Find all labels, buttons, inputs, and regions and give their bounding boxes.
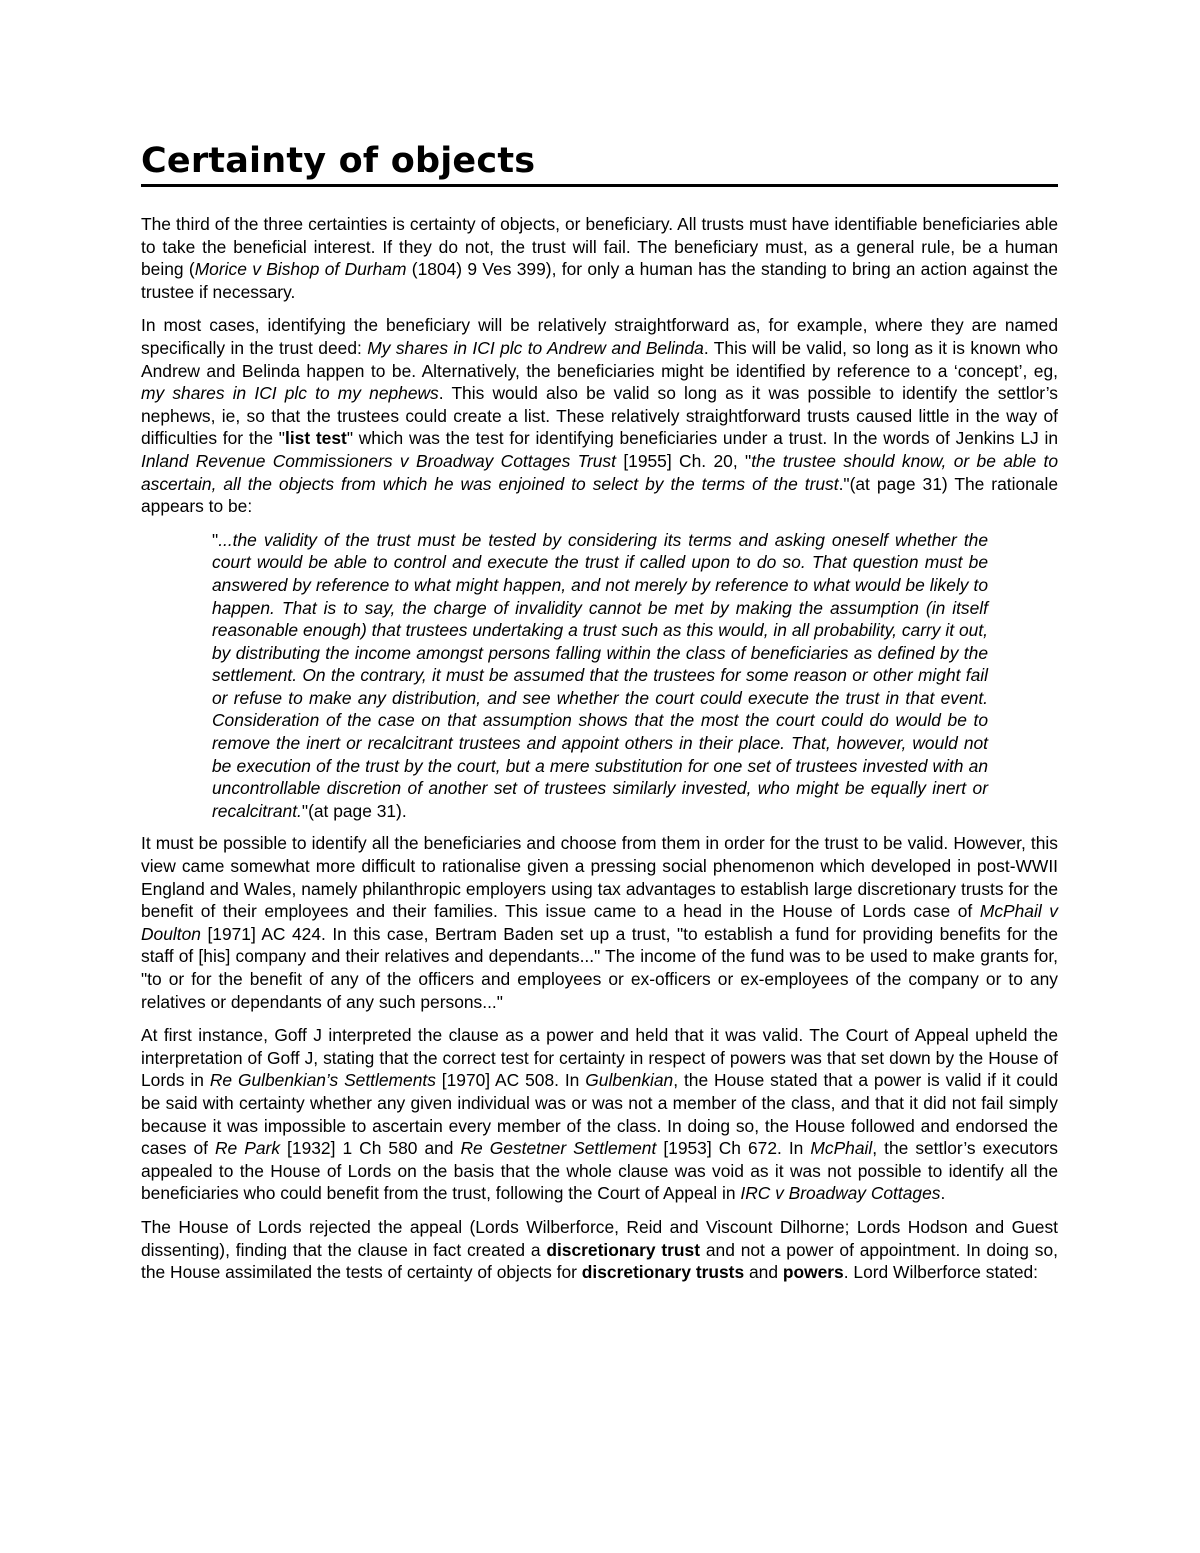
key-term: discretionary trusts bbox=[581, 1262, 745, 1283]
quoted-text: the trustee should know, or be able to ascertain, all the objects from which he was enjoined to select by the terms of the trust bbox=[141, 450, 1059, 494]
paragraph-identifying-beneficiaries: In most cases, identifying the beneficiary will be relatively straightforward as, for example, where they are named specifically in the trust deed: My shares in ICI plc to Andrew and Belinda. This will be valid, so long as it is known who Andrew and Belinda happen to be. Alternatively, the beneficiaries might be identified by reference to a ‘concept’, eg, my shares in ICI plc to my nephews. This would also be valid so long as it was possible to identify the settlor’s nephews, ie, so that the trustees could create a list. These relatively straightforward trusts caused little in the way of difficulties for the "list test" which was the test for identifying beneficiaries under a trust. In the words of Jenkins LJ in Inland Revenue Commissioners v Broadway Cottages Trust [1955] Ch. 20, "the trustee should know, or be able to ascertain, all the objects from which he was enjoined to select by the terms of the trust."(at page 31) The rationale appears to be: bbox=[141, 315, 1059, 517]
paragraph-house-of-lords: The House of Lords rejected the appeal (Lords Wilberforce, Reid and Viscount Dilhorne; Lords Hodson and Guest dissenting), finding that the clause in fact created a discretionary trust and not a power of appointment. In doing so, the House assimilated the tests of certainty of objects for discretionary trusts and powers. Lord Wilberforce stated: bbox=[141, 1216, 1059, 1283]
case-citation: Re Gestetner Settlement bbox=[460, 1138, 657, 1159]
page-title: Certainty of objects bbox=[141, 141, 536, 181]
paragraph-intro: The third of the three certainties is certainty of objects, or beneficiary. All trusts must have identifiable beneficiaries able to take the beneficial interest. If they do not, the trust will fail. The beneficiary must, as a general rule, be a human being (Morice v Bishop of Durham (1804) 9 Ves 399), for only a human has the standing to bring an action against the trustee if necessary. bbox=[141, 214, 1058, 302]
case-citation: Re Park bbox=[215, 1138, 281, 1159]
case-citation: McPhail v Doulton bbox=[141, 901, 1058, 944]
title-underline bbox=[141, 184, 1058, 187]
paragraph-first-instance: At first instance, Goff J interpreted the clause as a power and held that it was valid. The Court of Appeal upheld the interpretation of Goff J, stating that the correct test for certainty in respect of powers was that set down by the House of Lords in Re Gulbenkian’s Settlements [1970] AC 508. In Gulbenkian, the House stated that a power is valid if it could be said with certainty whether any given individual was or was not a member of the class, and that it did not fail simply because it was impossible to ascertain every member of the class. In doing so, the House followed and endorsed the cases of Re Park [1932] 1 Ch 580 and Re Gestetner Settlement [1953] Ch 672. In McPhail, the settlor’s executors appealed to the House of Lords on the basis that the whole clause was void as it was not possible to identify all the beneficiaries who could benefit from the trust, following the Court of Appeal in IRC v Broadway Cottages. bbox=[141, 1025, 1059, 1204]
block-quote: "...the validity of the trust must be tested by considering its terms and asking oneself whether the court would be able to control and execute the trust if called upon to do so. That question must be answered by reference to what might happen, and not merely by reference to what would be likely to happen. That is to say, the charge of invalidity cannot be met by making the assumption (in itself reasonable enough) that trustees undertaking a trust such as this would, in all probability, carry it out, by distributing the income amongst persons falling within the class of beneficiaries as defined by the settlement. On the contrary, it must be assumed that the trustees for some reason or other might fail or refuse to make any distribution, and see whether the court could execute the trust in that event. Consideration of the case on that assumption shows that the most the court could do would be to remove the inert or recalcitrant trustees and appoint others in their place. That, however, would not be execution of the trust by the court, but a mere substitution for one set of trustees invested with an uncontrollable discretion of another set of trustees similarly invested, who might be equally inert or recalcitrant."(at page 31). bbox=[212, 529, 988, 821]
key-term: list test bbox=[284, 428, 347, 449]
case-citation: Morice v Bishop of Durham bbox=[194, 259, 407, 280]
example-text: my shares in ICI plc to my nephews bbox=[141, 383, 439, 404]
key-term: discretionary trust bbox=[546, 1239, 701, 1260]
case-citation: Re Gulbenkian’s Settlements bbox=[209, 1070, 436, 1091]
key-term: powers bbox=[782, 1262, 844, 1283]
paragraph-mcphail-background: It must be possible to identify all the beneficiaries and choose from them in order for the trust to be valid. However, this view came somewhat more difficult to rationalise given a pressing social phenomenon which developed in post-WWII England and Wales, namely philanthropic employers using tax advantages to establish large discretionary trusts for the benefit of their employees and their families. This issue came to a head in the House of Lords case of McPhail v Doulton [1971] AC 424. In this case, Bertram Baden set up a trust, "to establish a fund for providing benefits for the staff of [his] company and their relatives and dependants..." The income of the fund was to be used to make grants for, "to or for the benefit of any of the officers and employees or ex-officers or ex-employees of the company or to any relatives or dependants of any such persons..." bbox=[141, 833, 1058, 1012]
case-citation: Gulbenkian bbox=[585, 1070, 674, 1091]
example-text: My shares in ICI plc to Andrew and Belinda bbox=[367, 337, 704, 358]
case-citation: McPhail bbox=[810, 1138, 873, 1159]
case-citation: IRC v Broadway Cottages bbox=[740, 1183, 941, 1204]
block-quote-text: ...the validity of the trust must be tested by considering its terms and asking oneself whether the court would be able to control and execute the trust if called upon to do so. That question must be answered by reference to what might happen, and not merely by reference to what would be likely to happen. That is to say, the charge of invalidity cannot be met by making the assumption (in itself reasonable enough) that trustees undertaking a trust such as this would, in all probability, carry it out, by distributing the income amongst persons falling within the class of beneficiaries as defined by the settlement. On the contrary, it must be assumed that the trustees for some reason or other might fail or refuse to make any distribution, and see whether the court could execute the trust in that event. Consideration of the case on that assumption shows that the most the court could do would be to remove the inert or recalcitrant trustees and appoint others in their place. That, however, would not be execution of the trust by the court, but a mere substitution for one set of trustees invested with an uncontrollable discretion of another set of trustees similarly invested, who might be equally inert or recalcitrant. bbox=[212, 529, 988, 821]
document-page bbox=[141, 140, 1058, 1295]
case-citation: Inland Revenue Commissioners v Broadway Cottages Trust bbox=[141, 450, 616, 471]
